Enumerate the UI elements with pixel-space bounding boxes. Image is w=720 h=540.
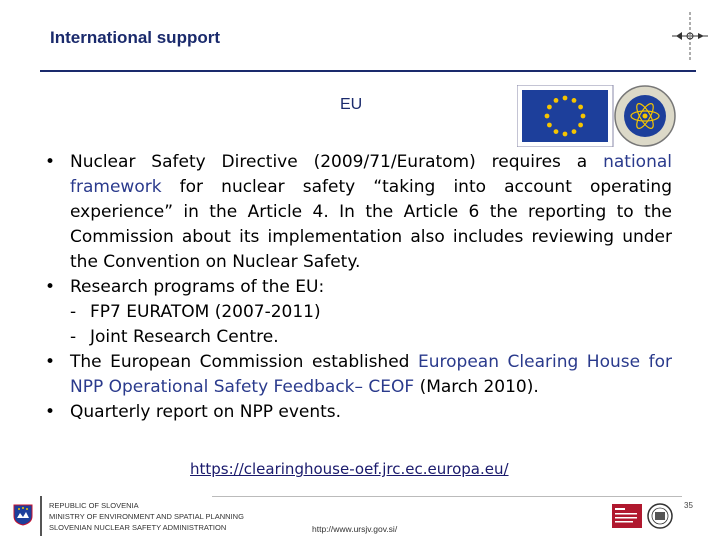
clearinghouse-link[interactable]: https://clearinghouse-oef.jrc.ec.europa.eu/	[190, 460, 509, 478]
footer-divider	[212, 496, 682, 497]
eu-star	[581, 114, 586, 119]
footer-line-3: SLOVENIAN NUCLEAR SAFETY ADMINISTRATION	[49, 523, 227, 532]
footer-separator	[40, 496, 42, 536]
slide-body	[40, 150, 672, 425]
eu-star	[554, 98, 559, 103]
eu-star	[547, 105, 552, 110]
footer-line-2: MINISTRY OF ENVIRONMENT AND SPATIAL PLANNING	[49, 512, 244, 521]
eu-star	[572, 129, 577, 134]
footer-url[interactable]: http://www.ursjv.gov.si/	[312, 524, 398, 534]
clearing-house-seal-icon	[615, 86, 675, 146]
bullet-text: for nuclear safety “taking into account operating experience” in the Article 4. In the Article 6 the reporting to the Commission about its implementation also includes reviewing under the Convention on Nuclear Safety.	[70, 177, 672, 272]
bullet-marker: •	[44, 402, 56, 422]
bullet-highlight: national framework	[70, 152, 672, 197]
sub-item	[40, 325, 672, 350]
footer-line-1: REPUBLIC OF SLOVENIA	[49, 501, 139, 510]
bullet-text: Nuclear Safety Directive (2009/71/Euratom) requires a	[70, 152, 604, 172]
slide-title: International support	[50, 28, 220, 47]
slovenia-shield-icon	[13, 504, 33, 526]
bullet-item	[40, 350, 672, 400]
eu-star	[554, 129, 559, 134]
sub-text: FP7 EURATOM (2007-2011)	[90, 302, 321, 322]
bullet-item	[40, 275, 672, 300]
bullet-text: The European Commission established	[70, 352, 418, 372]
bullet-item	[40, 400, 672, 425]
eu-star	[578, 105, 583, 110]
title-divider	[40, 70, 696, 72]
bullet-text: Quarterly report on NPP events.	[70, 402, 342, 422]
compass-icon	[668, 10, 710, 62]
footer-institution	[49, 500, 244, 533]
eu-star	[545, 114, 550, 119]
sub-marker: -	[70, 327, 77, 347]
certification-logos-icon	[612, 500, 682, 534]
eu-star	[547, 123, 552, 128]
bullet-marker: •	[44, 352, 56, 372]
eu-star	[563, 132, 568, 137]
bullet-item	[40, 150, 672, 275]
bullet-text: Research programs of the EU:	[70, 277, 325, 297]
eu-star	[578, 123, 583, 128]
bullet-marker: •	[44, 152, 56, 172]
eu-star	[572, 98, 577, 103]
sub-item	[40, 300, 672, 325]
bullet-marker: •	[44, 277, 56, 297]
bullet-text: (March 2010).	[414, 377, 539, 397]
eu-logos	[517, 85, 679, 147]
sub-marker: -	[70, 302, 77, 322]
section-heading-eu: EU	[340, 96, 363, 113]
sub-text: Joint Research Centre.	[90, 327, 279, 347]
bullet-highlight: European Clearing House for NPP Operational Safety Feedback– CEOF	[70, 352, 672, 397]
eu-flag-icon	[517, 85, 613, 147]
eu-star	[563, 96, 568, 101]
page-number: 35	[684, 501, 693, 510]
